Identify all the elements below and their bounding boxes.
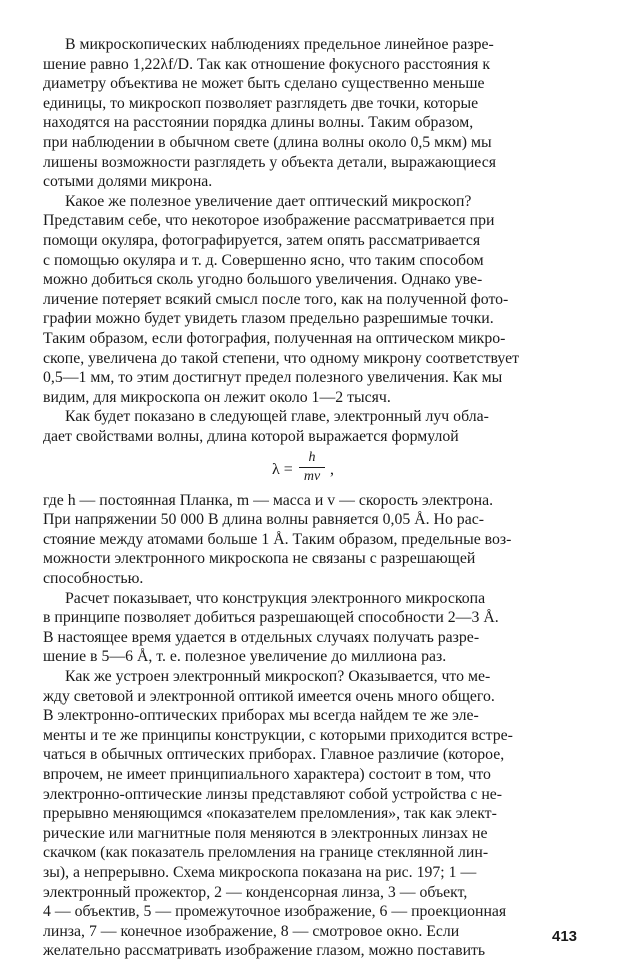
text-line: В микроскопических наблюдениях предельное линейное разре-	[65, 36, 494, 53]
text-line: скопе, увеличена до такой степени, что одному микрону соответствует	[43, 349, 519, 367]
text-line: прерывно меняющимся «показателем преломления», так как элект-	[43, 805, 497, 823]
text-line: при наблюдении в обычном свете (длина волны около 0,5 мкм) мы	[43, 134, 492, 151]
text-line: лишены возможности разглядеть у объекта детали, выражающиеся	[43, 153, 496, 171]
text-line: можно добиться сколь угодно большого увеличения. Однако уве-	[43, 271, 483, 289]
text-line: Какое же полезное увеличение дает оптический микроскоп?	[65, 192, 472, 210]
text-line: зы), а непрерывно. Схема микроскопа показана на рис. 197; 1 —	[43, 864, 477, 881]
text-line: менты и те же принципы конструкции, с которыми приходится встре-	[43, 726, 513, 744]
page-number: 413	[552, 928, 578, 945]
text-line: Расчет показывает, что конструкция электронного микроскопа	[65, 589, 486, 607]
text-line: желательно рассматривать изображение глазом, можно поставить	[43, 942, 486, 960]
text-line: 0,5—1 мм, то этим достигнут предел полезного увеличения. Как мы	[43, 369, 503, 387]
text-line: графии можно будет увидеть глазом предельно разрешимые точки.	[43, 310, 494, 328]
text-line: диаметру объектива не может быть сделано существенно меньше	[43, 75, 485, 93]
text-line: Таким образом, если фотография, полученная на оптическом микро-	[43, 330, 506, 347]
text-line: способностью.	[43, 570, 144, 587]
formula-numerator: h	[308, 449, 316, 465]
formula-fraction	[297, 450, 327, 485]
text-line: рические или магнитные поля меняются в электронных линзах не	[43, 824, 488, 842]
text-line: в принципе позволяет добиться разрешающей способности 2—3 Å.	[43, 609, 499, 627]
formula-lhs: λ =	[272, 460, 293, 478]
text-line: находятся на расстоянии порядка длины волны. Таким образом,	[43, 114, 474, 132]
text-line: дает свойствами волны, длина которой выражается формулой	[43, 428, 459, 445]
text-line: где h — постоянная Планка, m — масса и v — скорость электрона.	[43, 491, 494, 509]
text-line: видим, для микроскопа он лежит около 1—2 тысяч.	[43, 388, 391, 406]
text-line: электронный прожектор, 2 — конденсорная линза, 3 — объект,	[43, 883, 468, 901]
text-line: 4 — объектив, 5 — промежуточное изображение, 6 — проекционная	[43, 903, 507, 921]
text-line: В настоящее время удается в отдельных случаях получать разре-	[43, 628, 480, 646]
text-line: впрочем, не имеет принципиального характера) состоит в том, что	[43, 766, 491, 783]
text-line: Представим себе, что некоторое изображение рассматривается при	[43, 212, 495, 230]
text-line: чаться в обычных оптических приборах. Главное различие (которое,	[43, 746, 505, 764]
wavelength-formula	[240, 450, 380, 490]
text-line: скачком (как показатель преломления на границе стеклянной лин-	[43, 844, 489, 862]
text-line: помощи окуляра, фотографируется, затем опять рассматривается	[43, 232, 481, 249]
text-line: Как же устроен электронный микроскоп? Оказывается, что ме-	[65, 668, 491, 685]
text-line: шение в 5—6 Å, т. е. полезное увеличение до миллиона раз.	[43, 648, 447, 666]
text-line: с помощью окуляра и т. д. Совершенно ясно, что таким способом	[43, 251, 484, 269]
text-line: линза, 7 — конечное изображение, 8 — смотровое окно. Если	[43, 922, 460, 940]
text-line: В электронно-оптических приборах мы всегда найдем те же эле-	[43, 707, 479, 725]
text-line: можности электронного микроскопа не связаны с разрешающей	[43, 550, 476, 568]
text-line: стояние между атомами больше 1 Å. Таким образом, предельные воз-	[43, 530, 512, 548]
text-line: единицы, то микроскоп позволяет разглядеть две точки, которые	[43, 94, 479, 112]
text-line: Как будет показано в следующей главе, электронный луч обла-	[65, 408, 489, 426]
text-line: сотыми долями микрона.	[43, 173, 213, 191]
text-line: личение потеряет всякий смысл после того, как на полученной фото-	[43, 290, 509, 308]
text-line: жду световой и электронной оптикой имеется очень много общего.	[43, 687, 495, 705]
fraction-bar	[299, 467, 325, 468]
text-line: При напряжении 50 000 В длина волны равняется 0,05 Å. Но рас-	[43, 511, 484, 529]
formula-denominator: mv	[303, 468, 321, 484]
formula-comma: ,	[330, 460, 334, 478]
text-line: электронно-оптические линзы представляют собой устройства с не-	[43, 785, 503, 803]
text-line: шение равно 1,22λf/D. Так как отношение фокусного расстояния к	[43, 55, 490, 73]
